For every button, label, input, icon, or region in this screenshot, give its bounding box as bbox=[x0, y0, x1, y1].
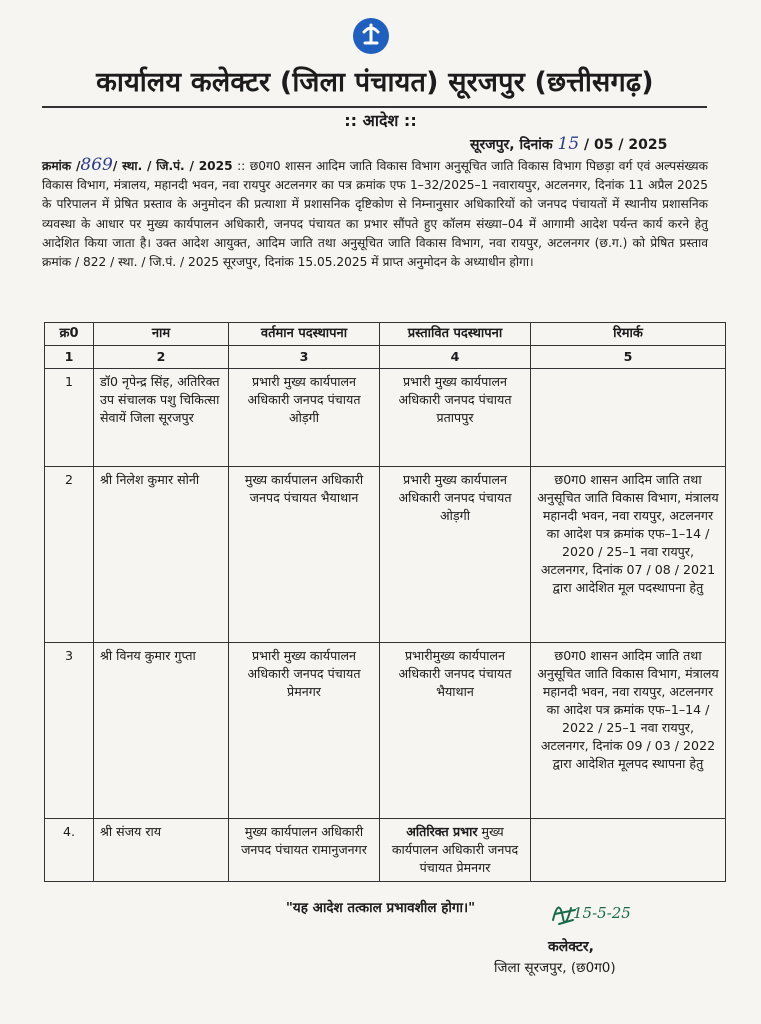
ref-prefix: क्रमांक / bbox=[42, 159, 81, 173]
column-number: 5 bbox=[531, 346, 726, 369]
row-serial: 3 bbox=[45, 643, 94, 819]
signatory-district: जिला सूरजपुर, (छ0ग0) bbox=[494, 960, 616, 976]
row-officer-name: डॉ0 नृपेन्द्र सिंह, अतिरिक्त उप संचालक पशु चिकित्सा सेवायें जिला सूरजपुर bbox=[94, 369, 229, 467]
order-paragraph bbox=[42, 156, 708, 272]
column-number-row bbox=[45, 346, 726, 369]
table-row bbox=[45, 467, 726, 643]
column-number: 3 bbox=[229, 346, 380, 369]
panchayat-emblem-icon bbox=[351, 16, 391, 56]
table-row bbox=[45, 819, 726, 882]
date-day: 15 bbox=[557, 134, 580, 154]
row-officer-name: श्री विनय कुमार गुप्ता bbox=[94, 643, 229, 819]
row-current-posting: प्रभारी मुख्य कार्यपालन अधिकारी जनपद पंचायत ओड़गी bbox=[229, 369, 380, 467]
additional-charge-label: अतिरिक्त प्रभार bbox=[406, 824, 478, 839]
ref-suffix: / स्था. / जि.पं. / 2025 bbox=[112, 159, 233, 173]
date-label: सूरजपुर, दिनांक bbox=[470, 137, 553, 153]
row-proposed-posting: प्रभारी मुख्य कार्यपालन अधिकारी जनपद पंचायत प्रतापपुर bbox=[380, 369, 531, 467]
column-number: 2 bbox=[94, 346, 229, 369]
table-row bbox=[45, 369, 726, 467]
row-remark: छ0ग0 शासन आदिम जाति तथा अनुसूचित जाति विकास विभाग, मंत्रालय महानदी भवन, नवा रायपुर, अटलनगर का आदेश पत्र क्रमांक एफ–1–14 / 2022 / 25–1 नवा रायपुर, अटलनगर, दिनांक 09 / 03 / 2022 द्वारा आदेशित मूलपद स्थापना हेतु bbox=[531, 643, 726, 819]
row-remark bbox=[531, 819, 726, 882]
row-remark bbox=[531, 369, 726, 467]
title-divider bbox=[42, 106, 707, 108]
row-proposed-posting: प्रभारी मुख्य कार्यपालन अधिकारी जनपद पंचायत ओड़गी bbox=[380, 467, 531, 643]
row-current-posting: मुख्य कार्यपालन अधिकारी जनपद पंचायत भैयाथान bbox=[229, 467, 380, 643]
order-heading: :: आदेश :: bbox=[344, 111, 417, 130]
row-serial: 1 bbox=[45, 369, 94, 467]
date-rest: / 05 / 2025 bbox=[584, 137, 668, 153]
column-number: 1 bbox=[45, 346, 94, 369]
row-remark: छ0ग0 शासन आदिम जाति तथा अनुसूचित जाति विकास विभाग, मंत्रालय महानदी भवन, नवा रायपुर, अटलनगर का आदेश पत्र क्रमांक एफ–1–14 / 2020 / 25–1 नवा रायपुर, अटलनगर, दिनांक 07 / 08 / 2021 द्वारा आदेशित मूल पदस्थापना हेतु bbox=[531, 467, 726, 643]
row-current-posting: प्रभारी मुख्य कार्यपालन अधिकारी जनपद पंचायत प्रेमनगर bbox=[229, 643, 380, 819]
row-serial: 2 bbox=[45, 467, 94, 643]
row-serial: 4. bbox=[45, 819, 94, 882]
row-officer-name: श्री निलेश कुमार सोनी bbox=[94, 467, 229, 643]
header-proposed-posting: प्रस्तावित पदस्थापना bbox=[380, 323, 531, 346]
table-header-row bbox=[45, 323, 726, 346]
row-proposed-text: मुख्य कार्यपालन अधिकारी जनपद पंचायत प्रेमनगर bbox=[391, 824, 519, 875]
ref-number: 869 bbox=[80, 155, 113, 175]
effect-note: "यह आदेश तत्काल प्रभावशील होगा।" bbox=[285, 900, 476, 916]
table-row bbox=[45, 643, 726, 819]
header-name: नाम bbox=[94, 323, 229, 346]
signature-date: 15-5-25 bbox=[573, 904, 631, 922]
row-current-posting: मुख्य कार्यपालन अधिकारी जनपद पंचायत रामानुजनगर bbox=[229, 819, 380, 882]
header-current-posting: वर्तमान पदस्थापना bbox=[229, 323, 380, 346]
row-officer-name: श्री संजय राय bbox=[94, 819, 229, 882]
posting-table bbox=[44, 322, 726, 882]
header-serial: क्र0 bbox=[45, 323, 94, 346]
paragraph-text: :: छ0ग0 शासन आदिम जाति विकास विभाग अनुसूचित जाति विकास विभाग पिछड़ा वर्ग एवं अल्पसंख्यक विकास विभाग, मंत्रालय, महानदी भवन, नवा रायपुर अटलनगर का पत्र क्रमांक एफ 1–32/2025–1 नवारायपुर, अटलनगर, दिनांक 11 अप्रैल 2025 के परिपालन में प्रेषित प्रस्ताव के अनुमोदन की प्रत्याशा में प्रशासनिक दृष्टिकोण से निम्नानुसार अधिकारियों को जनपद पंचायतों में स्थानीय प्रशासनिक व्यवस्था के आधार पर मुख्य कार्यपालन अधिकारी, जनपद पंचायत का प्रभार सौंपते हुए कॉलम संख्या–04 में आगामी आदेश पर्यन्त कार्य करने हेतु आदेशित किया जाता है। उक्त आदेश आयुक्त, आदिम जाति तथा अनुसूचित जाति विकास विभाग, नवा रायपुर, अटलनगर (छ.ग.) को प्रेषित प्रस्ताव क्रमांक / 822 / स्था. / जि.पं. / 2025 सूरजपुर, दिनांक 15.05.2025 में प्राप्त अनुमोदन के अध्याधीन होगा। bbox=[42, 159, 708, 270]
order-date bbox=[470, 134, 667, 154]
header-remark: रिमार्क bbox=[531, 323, 726, 346]
row-proposed-posting bbox=[380, 819, 531, 882]
signatory-designation: कलेक्टर, bbox=[548, 939, 594, 955]
row-proposed-posting: प्रभारीमुख्य कार्यपालन अधिकारी जनपद पंचायत भैयाथान bbox=[380, 643, 531, 819]
office-title: कार्यालय कलेक्टर (जिला पंचायत) सूरजपुर (छत्तीसगढ़) bbox=[96, 67, 654, 98]
column-number: 4 bbox=[380, 346, 531, 369]
